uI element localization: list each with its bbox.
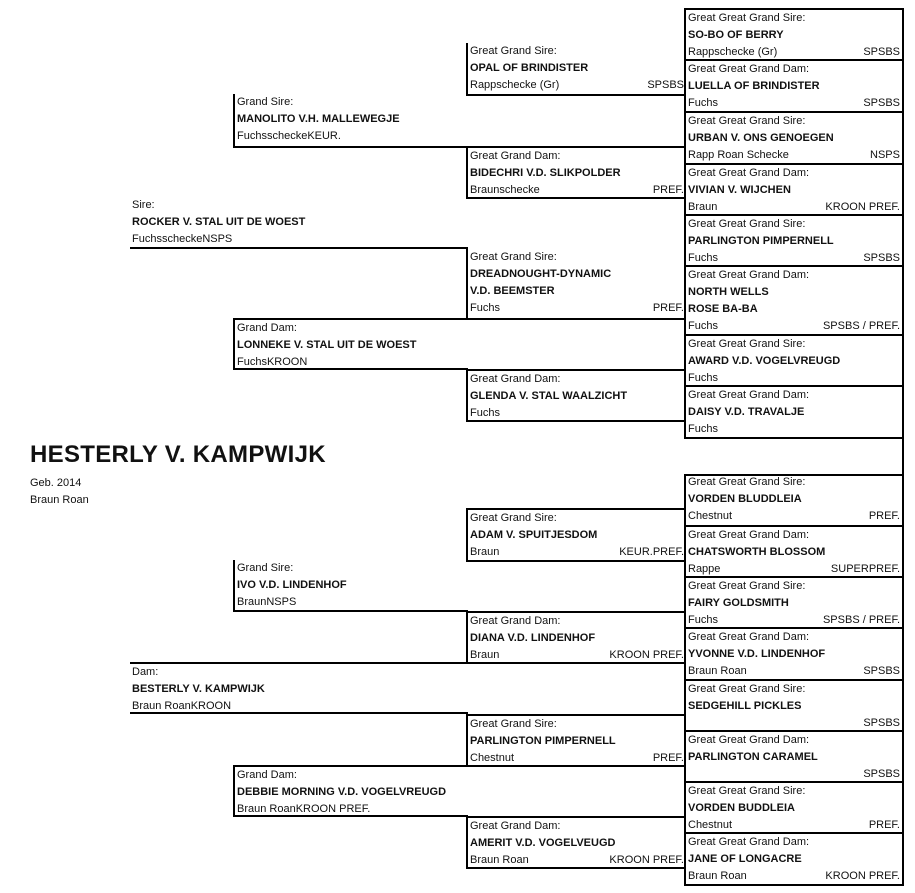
ggp-label: Great Grand Sire: [470, 45, 557, 57]
ggp-label: Great Grand Dam: [470, 615, 561, 627]
ggp-label: Great Grand Sire: [470, 251, 557, 263]
dam-name: BESTERLY V. KAMPWIJK [132, 683, 265, 695]
gggp-name: YVONNE V.D. LINDENHOF [688, 648, 826, 660]
gggp-cell [684, 783, 904, 834]
gp-name: LONNEKE V. STAL UIT DE WOEST [237, 339, 417, 351]
gggp-status: SPSBS [863, 717, 900, 729]
horse-born: Geb. 2014 [30, 477, 82, 489]
gggp-cell [684, 732, 904, 783]
grand-dam-cell [233, 765, 468, 817]
gggp-cell [684, 629, 904, 681]
dam-label: Dam: [132, 666, 159, 678]
gggp-label: Great Great Grand Sire: [688, 476, 806, 488]
gp-color: Braun [237, 596, 267, 608]
great-grand-sire-cell [466, 249, 686, 320]
great-grand-dam-cell [466, 146, 686, 199]
grand-dam-cell [233, 318, 468, 370]
ggp-label: Great Grand Dam: [470, 373, 561, 385]
ggp-name: OPAL OF BRINDISTER [470, 62, 589, 74]
gggp-status: SPSBS [863, 665, 900, 677]
gggp-color: Rappe [688, 563, 721, 575]
sire-label: Sire: [132, 199, 155, 211]
gggp-name: PARLINGTON PIMPERNELL [688, 235, 834, 247]
gggp-label: Great Great Grand Dam: [688, 631, 810, 643]
gggp-status: SPSBS [863, 46, 900, 58]
gggp-color: Chestnut [688, 819, 733, 831]
gggp-name: SEDGEHILL PICKLES [688, 700, 802, 712]
gggp-cell [684, 834, 904, 886]
gggp-status: SPSBS [863, 768, 900, 780]
ggp-color: Braunschecke [470, 184, 540, 196]
gp-label: Grand Dam: [237, 769, 297, 781]
gggp-status: KROON PREF. [825, 201, 900, 213]
gp-status: KEUR. [307, 130, 341, 142]
gp-status: KROON [266, 356, 308, 368]
ggp-label: Great Grand Sire: [470, 512, 557, 524]
ggp-status: KEUR.PREF. [619, 546, 684, 558]
gggp-color: Fuchs [688, 97, 718, 109]
gggp-status: SPSBS / PREF. [822, 320, 900, 332]
ggp-color: Fuchs [470, 302, 500, 314]
gggp-status: SUPERPREF. [830, 563, 900, 575]
gggp-color: Fuchs [688, 372, 718, 384]
gggp-name: VIVIAN V. WIJCHEN [688, 184, 791, 196]
great-grand-sire-cell [466, 714, 686, 767]
ggp-name: BIDECHRI V.D. SLIKPOLDER [470, 167, 621, 179]
dam-cell [130, 662, 468, 714]
ggp-color: Braun [470, 546, 500, 558]
gp-name: IVO V.D. LINDENHOF [237, 579, 347, 591]
ggp-color: Braun Roan [470, 854, 529, 866]
gggp-color: Fuchs [688, 614, 718, 626]
ggp-name: ADAM V. SPUITJESDOM [470, 529, 598, 541]
gggp-cell [684, 527, 904, 578]
gggp-cell [684, 336, 904, 387]
gp-label: Grand Sire: [237, 96, 294, 108]
ggp-name: DIANA V.D. LINDENHOF [470, 632, 596, 644]
gggp-name-line2: ROSE BA-BA [688, 303, 758, 315]
ggp-label: Great Grand Sire: [470, 718, 557, 730]
gp-color: Fuchs [237, 356, 267, 368]
ggp-color: Chestnut [470, 752, 515, 764]
gggp-cell [684, 165, 904, 216]
horse-color: Braun Roan [30, 494, 89, 506]
grand-sire-cell [233, 560, 468, 612]
gggp-cell [684, 8, 904, 61]
gggp-label: Great Great Grand Sire: [688, 12, 806, 24]
gggp-label: Great Great Grand Dam: [688, 734, 810, 746]
ggp-name-line2: V.D. BEEMSTER [470, 285, 555, 297]
gggp-status: PREF. [868, 510, 900, 522]
gggp-color: Chestnut [688, 510, 733, 522]
gggp-status: NSPS [870, 149, 900, 161]
gggp-status: KROON PREF. [825, 870, 900, 882]
gggp-color: Braun Roan [688, 665, 747, 677]
gggp-color: Rappschecke (Gr) [688, 46, 778, 58]
gggp-label: Great Great Grand Dam: [688, 836, 810, 848]
gggp-label: Great Great Grand Dam: [688, 269, 810, 281]
gggp-cell [684, 474, 904, 527]
dam-color: Braun Roan [132, 700, 191, 712]
gp-name: DEBBIE MORNING V.D. VOGELVREUGD [237, 786, 447, 798]
sire-status: NSPS [202, 233, 233, 245]
ggp-status: KROON PREF. [609, 649, 684, 661]
gggp-name: LUELLA OF BRINDISTER [688, 80, 820, 92]
gp-color: Braun Roan [237, 803, 296, 815]
ggp-status: PREF. [652, 184, 684, 196]
gggp-color: Fuchs [688, 320, 718, 332]
pedigree-divider [684, 439, 904, 476]
ggp-status: PREF. [652, 752, 684, 764]
gggp-cell [684, 61, 904, 113]
gggp-status: SPSBS [863, 97, 900, 109]
ggp-name: PARLINGTON PIMPERNELL [470, 735, 616, 747]
gggp-label: Great Great Grand Dam: [688, 63, 810, 75]
gggp-label: Great Great Grand Sire: [688, 338, 806, 350]
great-grand-sire-cell [466, 43, 686, 96]
ggp-label: Great Grand Dam: [470, 820, 561, 832]
gp-label: Grand Sire: [237, 562, 294, 574]
horse-name: HESTERLY V. KAMPWIJK [30, 441, 326, 468]
sire-name: ROCKER V. STAL UIT DE WOEST [132, 216, 306, 228]
gggp-color: Fuchs [688, 252, 718, 264]
gggp-cell [684, 578, 904, 629]
ggp-color: Rappschecke (Gr) [470, 79, 560, 91]
gggp-cell [684, 267, 904, 336]
gggp-cell [684, 681, 904, 732]
gggp-name: DAISY V.D. TRAVALJE [688, 406, 805, 418]
sire-color: Fuchsschecke [132, 233, 203, 245]
ggp-color: Fuchs [470, 407, 500, 419]
gggp-label: Great Great Grand Dam: [688, 529, 810, 541]
gggp-name: VORDEN BUDDLEIA [688, 802, 795, 814]
ggp-status: PREF. [652, 302, 684, 314]
gggp-name: PARLINGTON CARAMEL [688, 751, 818, 763]
gggp-cell [684, 216, 904, 267]
gggp-color: Braun [688, 201, 718, 213]
gp-status: KROON PREF. [295, 803, 371, 815]
gggp-label: Great Great Grand Sire: [688, 785, 806, 797]
gggp-label: Great Great Grand Sire: [688, 683, 806, 695]
ggp-color: Braun [470, 649, 500, 661]
ggp-status: KROON PREF. [609, 854, 684, 866]
gggp-status: PREF. [868, 819, 900, 831]
gggp-cell [684, 387, 904, 439]
ggp-status: SPSBS [647, 79, 684, 91]
gggp-name: NORTH WELLS [688, 286, 769, 298]
gp-status: NSPS [266, 596, 297, 608]
gggp-label: Great Great Grand Sire: [688, 218, 806, 230]
gggp-cell [684, 113, 904, 165]
great-grand-dam-cell [466, 369, 686, 422]
gggp-name: AWARD V.D. VOGELVREUGD [688, 355, 841, 367]
sire-cell [130, 197, 468, 249]
gggp-color: Braun Roan [688, 870, 747, 882]
gggp-name: VORDEN BLUDDLEIA [688, 493, 802, 505]
great-grand-sire-cell [466, 508, 686, 562]
gggp-name: FAIRY GOLDSMITH [688, 597, 789, 609]
gggp-status: SPSBS / PREF. [822, 614, 900, 626]
gggp-label: Great Great Grand Sire: [688, 580, 806, 592]
gggp-name: CHATSWORTH BLOSSOM [688, 546, 826, 558]
ggp-name: AMERIT V.D. VOGELVEUGD [470, 837, 616, 849]
gggp-label: Great Great Grand Dam: [688, 389, 810, 401]
gggp-label: Great Great Grand Sire: [688, 115, 806, 127]
gggp-label: Great Great Grand Dam: [688, 167, 810, 179]
ggp-label: Great Grand Dam: [470, 150, 561, 162]
gp-name: MANOLITO V.H. MALLEWEGJE [237, 113, 400, 125]
ggp-name: DREADNOUGHT-DYNAMIC [470, 268, 612, 280]
great-grand-dam-cell [466, 816, 686, 869]
great-grand-dam-cell [466, 611, 686, 664]
gggp-status: SPSBS [863, 252, 900, 264]
ggp-name: GLENDA V. STAL WAALZICHT [470, 390, 628, 402]
gggp-color: Rapp Roan Schecke [688, 149, 789, 161]
gggp-name: JANE OF LONGACRE [688, 853, 802, 865]
gp-color: Fuchsschecke [237, 130, 308, 142]
gggp-name: URBAN V. ONS GENOEGEN [688, 132, 834, 144]
gggp-name: SO-BO OF BERRY [688, 29, 784, 41]
gggp-color: Fuchs [688, 423, 718, 435]
gp-label: Grand Dam: [237, 322, 297, 334]
dam-status: KROON [190, 700, 232, 712]
grand-sire-cell [233, 94, 468, 148]
